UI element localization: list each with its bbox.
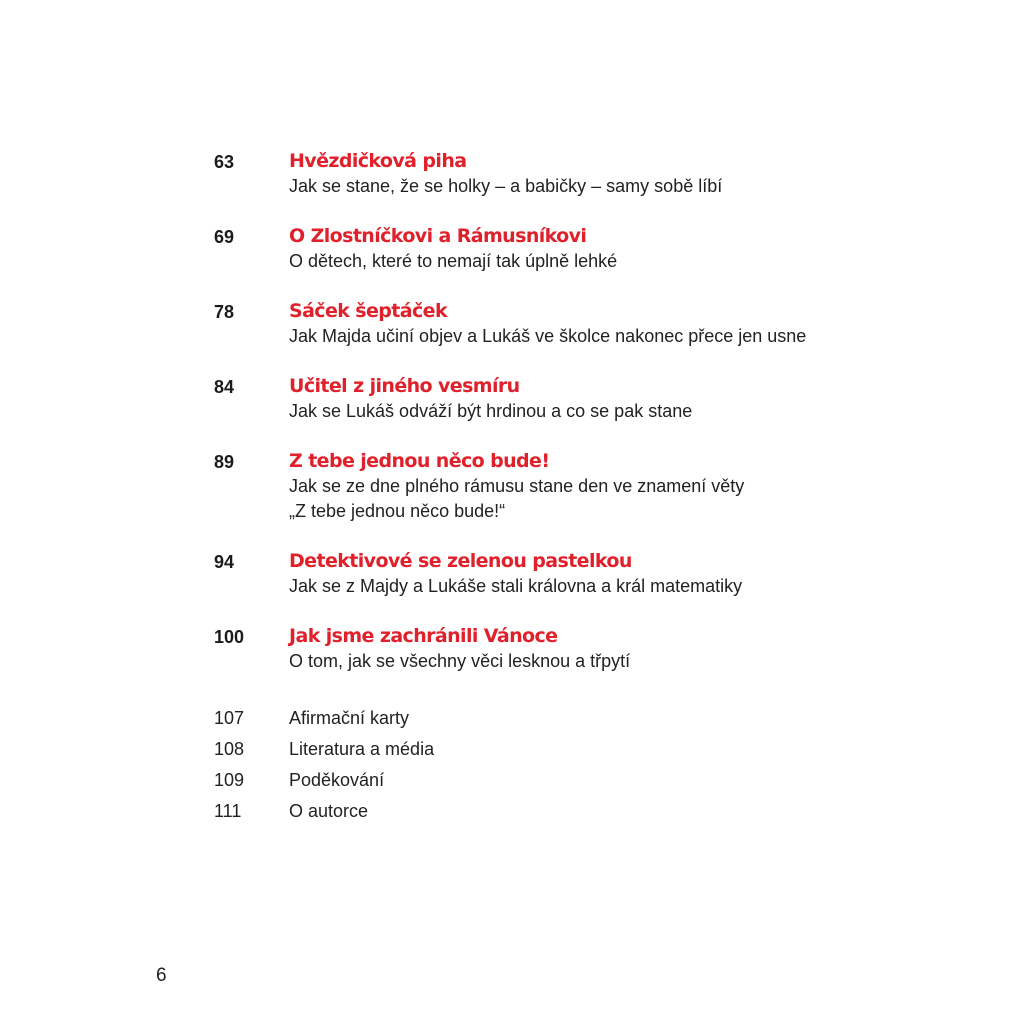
chapter-page-number: 69 xyxy=(214,227,235,247)
chapter-page-number: 84 xyxy=(214,377,235,397)
appendix-item xyxy=(214,796,854,827)
chapter-title: Z tebe jednou něco bude! xyxy=(289,450,550,472)
appendix-label: O autorce xyxy=(289,801,369,821)
chapter-description: Jak se stane, že se holky – a babičky – samy sobě líbí xyxy=(289,176,723,196)
toc-chapter xyxy=(214,223,854,274)
appendix-page-number: 107 xyxy=(214,708,245,728)
toc-chapter xyxy=(214,298,854,349)
table-of-contents xyxy=(214,148,854,827)
appendix-page-number: 109 xyxy=(214,770,245,790)
chapter-title: Sáček šeptáček xyxy=(289,300,447,322)
chapter-page-number: 100 xyxy=(214,627,245,647)
appendix-label: Poděkování xyxy=(289,770,385,790)
appendix-item xyxy=(214,703,854,734)
chapter-page-number: 63 xyxy=(214,152,235,172)
toc-chapter xyxy=(214,373,854,424)
chapter-page-number: 94 xyxy=(214,552,235,572)
toc-chapter xyxy=(214,548,854,599)
chapter-description-line-2: „Z tebe jednou něco bude!“ xyxy=(289,501,506,521)
chapter-description: O dětech, které to nemají tak úplně lehké xyxy=(289,251,618,271)
appendix-label: Afirmační karty xyxy=(289,708,410,728)
toc-appendix xyxy=(214,703,854,827)
appendix-item xyxy=(214,734,854,765)
appendix-label: Literatura a média xyxy=(289,739,435,759)
chapter-description: Jak se z Majdy a Lukáše stali královna a král matematiky xyxy=(289,576,743,596)
toc-chapter xyxy=(214,448,854,524)
chapter-title: Detektivové se zelenou pastelkou xyxy=(289,550,632,572)
chapter-title: Jak jsme zachránili Vánoce xyxy=(289,625,558,647)
chapter-title: Hvězdičková piha xyxy=(289,150,467,172)
chapter-title: O Zlostníčkovi a Rámusníkovi xyxy=(289,225,587,247)
toc-chapter xyxy=(214,148,854,199)
chapter-description: Jak se ze dne plného rámusu stane den ve znamení věty xyxy=(289,476,745,496)
chapter-description: O tom, jak se všechny věci lesknou a třpytí xyxy=(289,651,631,671)
chapter-page-number: 78 xyxy=(214,302,235,322)
toc-chapter xyxy=(214,623,854,674)
appendix-page-number: 108 xyxy=(214,739,245,759)
appendix-item xyxy=(214,765,854,796)
chapter-description: Jak se Lukáš odváží být hrdinou a co se pak stane xyxy=(289,401,693,421)
chapter-page-number: 89 xyxy=(214,452,235,472)
chapter-description: Jak Majda učiní objev a Lukáš ve školce nakonec přece jen usne xyxy=(289,326,807,346)
chapter-title: Učitel z jiného vesmíru xyxy=(289,375,520,397)
appendix-page-number: 111 xyxy=(214,801,242,821)
folio-page-number: 6 xyxy=(156,965,167,986)
